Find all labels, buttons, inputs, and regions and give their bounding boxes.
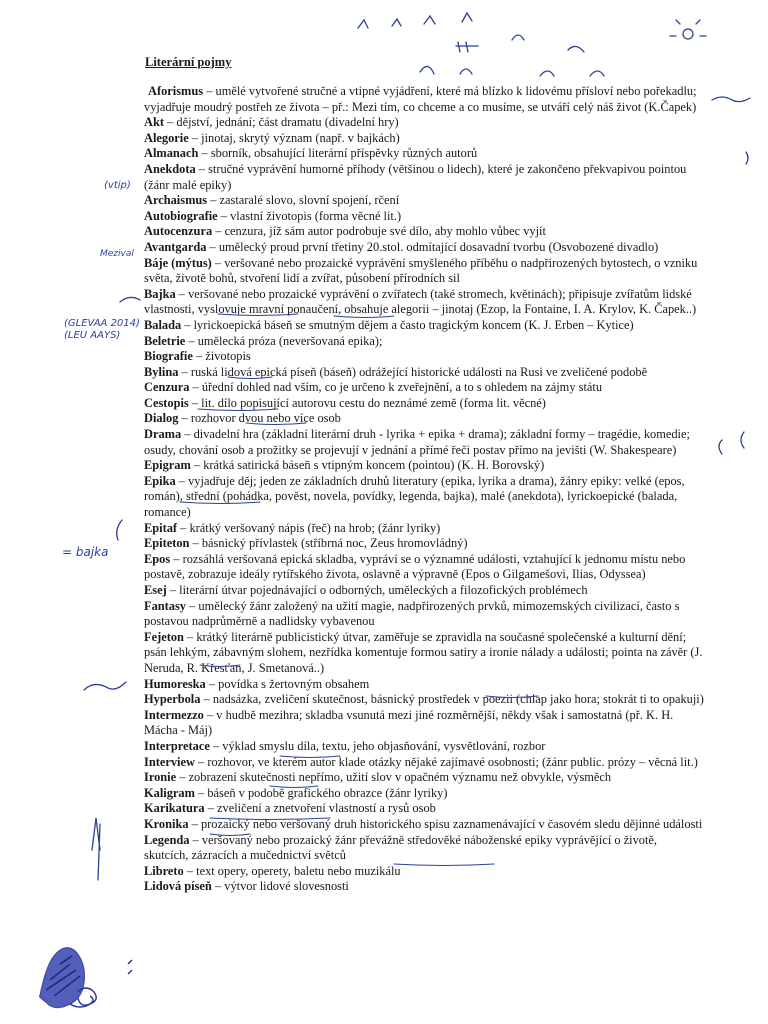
entry-definition: vyjadřuje děj; jeden ze základních druhů literatury (epika, lyrika a drama), žánry epiky: velké (epos, román), střední (pohádka, pověst, novela, povídky, legenda, bajka), malé (anekdota), lyrickoepické (balada, romance) — [144, 473, 685, 520]
scribble-iii — [456, 42, 478, 52]
entry-term: Interpretace — [144, 738, 210, 753]
scribble-margin-4 — [117, 520, 122, 540]
entry-definition: vlastní životopis (forma věcné lit.) — [230, 208, 402, 223]
entry-term: Libreto — [144, 863, 184, 878]
entry-separator: – — [220, 208, 227, 223]
glossary-entry — [144, 770, 704, 786]
entry-definition: povídka s žertovným obsahem — [218, 676, 370, 691]
entry-definition: stručné vyprávění humorné příhody (většinou o lidech), které je zakončeno překvapivou pointou (žánr malé epiky) — [144, 161, 687, 192]
glossary-entry — [144, 801, 704, 817]
glossary-entry — [144, 365, 704, 381]
glossary-entry — [144, 786, 704, 802]
glossary-entry — [144, 583, 704, 599]
entry-definition: umělecká próza (neveršovaná epika); — [197, 333, 383, 348]
entry-separator: – — [193, 458, 201, 473]
glossary-entry — [144, 552, 704, 583]
glossary-entry — [144, 146, 704, 162]
entry-definition: ruská lidová epická píseň (báseň) odrážející historické události na Rusi ve zveličené podobě — [190, 364, 648, 379]
page-title: Literární pojmy — [145, 55, 232, 69]
entry-separator: – — [192, 536, 199, 551]
entry-separator: – — [207, 801, 214, 816]
glossary-entry — [144, 817, 704, 833]
entry-definition: veršované nebo prozaické vyprávění o zvířatech (také stromech, květinách); připisuje zvířatům lidské vlastnosti, vyslovuje mravní ponaučení, obsahuje alegorii – jinotaj (Ezop, la Fontaine, I. A. Krylov, K. Čapek..) — [144, 286, 697, 317]
entry-definition: nadsázka, zveličení skutečnost, básnický prostředek v poezii (chlap jako hora; stokrát ti to opakuji) — [212, 692, 704, 707]
entry-separator: – — [198, 161, 205, 176]
glossary-entry — [144, 474, 704, 521]
entry-term: Epitaf — [144, 520, 178, 535]
entry-definition: text opery, operety, baletu nebo muzikálu — [196, 863, 401, 878]
entry-term: Biografie — [144, 349, 193, 364]
entry-term: Epigram — [144, 458, 191, 473]
entry-definition: výtvor lidové slovesnosti — [224, 879, 349, 894]
entry-definition: jinotaj, skrytý význam (např. v bajkách) — [201, 130, 400, 145]
glossary-entry — [144, 692, 704, 708]
entry-definition: umělé vytvořené stručné a vtipné vyjádření, které má blízko k lidovému přísloví nebo pořekadlu; vyjadřuje moudrý postřeh ze života – př.: Mezi tím, co chceme a co musíme, se utváří celý náš život (K.Čapek) — [144, 84, 697, 114]
entry-definition: zobrazení skutečnosti nepřímo, užití slov v opačném významu než obvykle, výsměch — [188, 770, 612, 785]
glossary-entry — [144, 833, 704, 864]
entry-separator: – — [184, 317, 191, 332]
glossary-list — [144, 84, 704, 895]
entry-term: Epos — [144, 551, 171, 566]
glossary-entry — [144, 334, 704, 350]
entry-term: Cenzura — [144, 380, 190, 395]
entry-term: Almanach — [144, 146, 199, 161]
entry-separator: – — [179, 770, 186, 785]
scribble-right-3 — [719, 432, 744, 454]
entry-definition: úřední dohled nad vším, co je určeno k zveřejnění, a to s ohledem na zájmy státu — [201, 380, 603, 395]
ink-blob-drawing — [40, 948, 132, 1008]
entry-definition: cenzura, jíž sám autor podrobuje své dílo, aby mohlo vůbec vyjít — [224, 224, 546, 239]
entry-separator: – — [203, 692, 210, 707]
entry-separator: – — [210, 193, 217, 208]
entry-separator: – — [209, 239, 216, 254]
glossary-entry — [144, 411, 704, 427]
glossary-entry — [144, 427, 704, 458]
scribble-top-2 — [392, 19, 401, 26]
entry-separator: – — [206, 84, 213, 98]
entry-term: Kaligram — [144, 785, 195, 800]
glossary-entry — [144, 256, 704, 287]
glossary-entry — [144, 739, 704, 755]
glossary-entry — [144, 755, 704, 771]
glossary-entry — [144, 521, 704, 537]
entry-separator: – — [186, 863, 194, 878]
entry-separator: – — [214, 255, 222, 270]
entry-separator: – — [189, 598, 196, 613]
entry-separator: – — [191, 130, 199, 145]
entry-term: Lidová píseň — [144, 879, 212, 894]
entry-term: Humoreska — [144, 676, 206, 691]
glossary-entry — [144, 162, 704, 193]
entry-definition: zastaralé slovo, slovní spojení, rčení — [219, 193, 400, 208]
entry-separator: – — [212, 738, 220, 753]
margin-note-glevaa: (GLEVAA 2014) (LEU AAYS) — [64, 318, 140, 341]
entry-term: Intermezzo — [144, 707, 204, 722]
entry-separator: – — [178, 473, 185, 488]
entry-term: Beletrie — [144, 333, 186, 348]
glossary-entry — [144, 84, 704, 115]
scribble-right-1 — [712, 97, 750, 102]
entry-definition: krátký veršovaný nápis (řeč) na hrob; (žánr lyriky) — [189, 520, 441, 535]
glossary-entry — [144, 380, 704, 396]
entry-definition: veršovaný nebo prozaický žánr převážně středověké náboženské epiky vyprávějící o životě, skutcích, zázracích a mučednictví světců — [144, 832, 658, 863]
margin-note-bajka: = bajka — [62, 545, 109, 559]
entry-term: Legenda — [144, 832, 190, 847]
entry-definition: zveličení a znetvoření vlastností a rysů osob — [217, 801, 436, 816]
glossary-entry — [144, 349, 704, 365]
glossary-entry — [144, 864, 704, 880]
glossary-entry — [144, 396, 704, 412]
glossary-entry — [144, 318, 704, 334]
margin-note-mezival: Mezival — [100, 249, 134, 259]
entry-separator: – — [180, 520, 187, 535]
entry-definition: sborník, obsahující literární příspěvky různých autorů — [210, 146, 478, 161]
glossary-entry — [144, 708, 704, 739]
glossary-entry — [144, 458, 704, 474]
entry-term: Cestopis — [144, 395, 189, 410]
entry-term: Autocenzura — [144, 224, 213, 239]
entry-definition: výklad smyslu díla, textu, jeho objasňování, vysvětlování, rozbor — [222, 738, 546, 753]
entry-separator: – — [169, 583, 177, 597]
entry-definition: prozaický nebo veršovaný druh historického spisu zaznamenávající v časovém sledu dějinné události — [200, 816, 703, 831]
entry-separator: – — [181, 364, 188, 379]
margin-note-vtip: (vtip) — [104, 180, 131, 191]
entry-definition: krátká satirická báseň s vtipným koncem (pointou) (K. H. Borovský) — [203, 458, 545, 473]
entry-term: Akt — [144, 115, 164, 130]
scribble-margin-note — [84, 682, 126, 690]
scribble-top-8 — [540, 71, 554, 76]
entry-separator: – — [206, 707, 214, 722]
entry-separator: – — [181, 411, 188, 426]
glossary-entry — [144, 115, 704, 131]
glossary-entry — [144, 599, 704, 630]
entry-separator: – — [215, 224, 222, 239]
scribble-top-10 — [568, 46, 584, 52]
entry-definition: rozsáhlá veršovaná epická skladba, vypráví se o významné události, vztahující k jednomu místu nebo postavě, zobrazuje ideály rytířského života, oslavně a výpravně (Epos o Gilgamešovi, Ilias, Odyssea) — [144, 551, 686, 582]
entry-separator: – — [178, 286, 185, 301]
entry-separator: – — [191, 816, 198, 831]
scribble-top-9 — [590, 71, 604, 76]
glossary-entry — [144, 193, 704, 209]
scribble-top-1 — [358, 20, 368, 28]
entry-term: Archaismus — [144, 193, 208, 208]
entry-definition: lyrickoepická báseň se smutným dějem a často tragickým koncem (K. J. Erben – Kytice) — [193, 317, 634, 332]
glossary-entry — [144, 677, 704, 693]
entry-term: Esej — [144, 583, 167, 597]
entry-separator: – — [201, 146, 208, 161]
entry-term: Avantgarda — [144, 239, 207, 254]
entry-separator: – — [184, 427, 191, 442]
entry-separator: – — [167, 115, 174, 130]
entry-definition: divadelní hra (základní literární druh - lyrika + epika + drama); základní formy – tragédie, komedie; osudy, chování osob a prožitky se projevují v jednání a přímé řeči postav přímo na jevišti (W. Shakespeare) — [144, 427, 690, 457]
entry-separator: – — [198, 754, 205, 769]
scribble-top-5 — [512, 35, 524, 40]
entry-term: Fejeton — [144, 629, 184, 644]
scribble-top-6 — [420, 66, 434, 74]
entry-definition: krátký literárně publicistický útvar, zaměřuje se zpravidla na současné společenské a kulturní dění; psán lehkým, zábavným slohem, nezřídka komentuje formou satiry a ironie nálady a události; pointa na závěr (J. Neruda, R. Křesťan, J. Smetanová..) — [144, 629, 703, 675]
arrow-baje — [120, 297, 140, 302]
entry-term: Aforismus — [148, 84, 204, 98]
entry-separator: – — [173, 551, 180, 566]
entry-term: Bylina — [144, 364, 179, 379]
entry-separator: – — [192, 380, 199, 395]
entry-definition: literární útvar pojednávající o odborných, uměleckých a filozofických problémech — [179, 583, 588, 597]
scribble-right-2 — [746, 152, 748, 164]
glossary-entry — [144, 224, 704, 240]
glossary-entry — [144, 131, 704, 147]
scribble-sun-rays — [670, 20, 706, 36]
entry-term: Ironie — [144, 770, 177, 785]
entry-term: Autobiografie — [144, 208, 218, 223]
entry-definition: rozhovor, ve kterém autor klade otázky nějaké zajímavé osobnosti; (žánr public. prózy – věcná lit.) — [207, 754, 698, 769]
glossary-entry — [144, 536, 704, 552]
entry-definition: lit. dílo popisující autorovu cestu do neznámé země (forma lit. věcné) — [201, 395, 546, 410]
entry-definition: umělecký žánr založený na užití magie, nadpřirozených prvků, mimozemských civilizací, často s postavou nadprůměrně a nadlidsky vybavenou — [144, 598, 680, 629]
entry-term: Bajka — [144, 286, 176, 301]
entry-term: Dialog — [144, 411, 179, 426]
entry-term: Epiteton — [144, 536, 190, 551]
entry-term: Alegorie — [144, 130, 189, 145]
scribble-sun — [683, 29, 693, 39]
scribble-top-3 — [424, 16, 435, 24]
entry-definition: dějství, jednání; část dramatu (divadelní hry) — [176, 115, 399, 130]
entry-term: Epika — [144, 473, 176, 488]
glossary-entry — [144, 209, 704, 225]
glossary-entry — [144, 879, 704, 895]
entry-separator: – — [208, 676, 216, 691]
entry-definition: životopis — [205, 349, 251, 364]
entry-term: Drama — [144, 427, 182, 442]
entry-definition: veršované nebo prozaické vyprávění smyšleného příběhu o nadpřirozených bytostech, o vzniku světa, životě bohů, stvoření lidí a zvířat, působení přírodních sil — [144, 255, 698, 286]
entry-separator: – — [187, 629, 194, 644]
entry-term: Balada — [144, 317, 182, 332]
entry-term: Báje (mýtus) — [144, 255, 212, 270]
entry-definition: v hudbě mezihra; skladba vsunutá mezi jiné rozměrnější, někdy však i samostatná (př. K. H. Mácha - Máj) — [144, 707, 674, 738]
glossary-entry — [144, 287, 704, 318]
entry-term: Anekdota — [144, 161, 196, 176]
scribble-margin-line — [92, 818, 100, 880]
entry-definition: báseň v podobě grafického obrazce (žánr lyriky) — [207, 785, 448, 800]
glossary-entry — [144, 240, 704, 256]
scribble-top-4 — [462, 13, 472, 22]
entry-term: Interview — [144, 754, 195, 769]
entry-term: Karikatura — [144, 801, 205, 816]
glossary-entry — [144, 630, 704, 677]
scribble-top-7 — [460, 69, 472, 74]
entry-separator: – — [188, 333, 195, 348]
entry-separator: – — [195, 349, 203, 364]
entry-definition: rozhovor dvou nebo více osob — [190, 411, 341, 426]
entry-definition: umělecký proud první třetiny 20.stol. odmítající dosavadní tvorbu (Osvobozené divadlo) — [218, 239, 659, 254]
entry-term: Fantasy — [144, 598, 186, 613]
entry-term: Hyperbola — [144, 692, 201, 707]
entry-definition: básnický přívlastek (stříbrná noc, Zeus hromovládný) — [201, 536, 468, 551]
entry-separator: – — [214, 879, 222, 894]
entry-term: Kronika — [144, 816, 189, 831]
entry-separator: – — [198, 785, 205, 800]
entry-separator: – — [192, 832, 199, 847]
entry-separator: – — [191, 395, 199, 410]
